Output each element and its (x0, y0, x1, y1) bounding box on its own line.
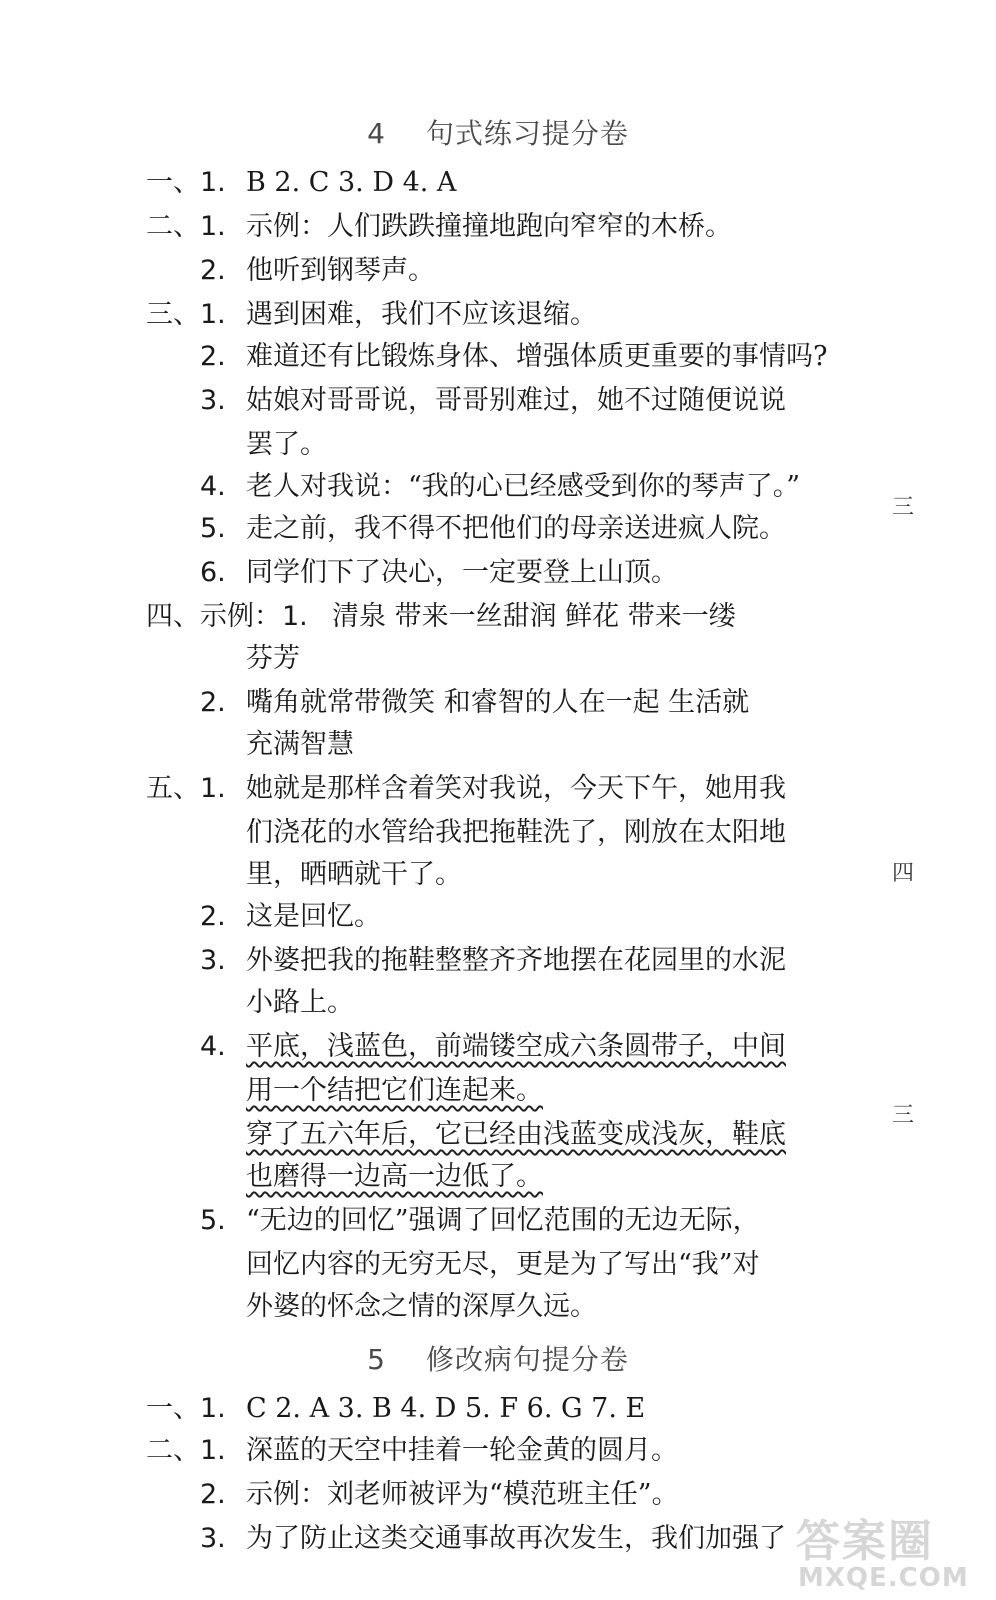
watermark-bottom: MXQE.COM (798, 1563, 969, 1593)
section-5-title: 5 修改病句提分卷 (367, 1343, 629, 1376)
watermark-top: 答案圈 (796, 1516, 934, 1567)
margin-mark: 四 (892, 861, 915, 886)
answer-page: 4 句式练习提分卷 一、 1. B 2. C 3. D 4. A 二、 1. 示例：人们跌跌撞撞地跑向窄窄的木桥。 2. 他听到钢琴声。 三、 1. 遇到困难，我们不应该退缩。 2. 难道还有比锻炼身体、增强体质更重要的事情吗? 3. 姑娘对哥哥说，哥哥别难过，她不过随便说说 罢了。 4. 老人对我说：“我的心已经感受到你的琴声了。” 5. 走之前，我不得不把他们的母亲送进疯人院。 6. 同学们下了决心，一定要登上山顶。 四、 示例： 1. 清泉 带来一丝甜润 鲜花 带来一缕 芬芳 2. 嘴角就常带微笑 和睿智的人在一起 生活就 充满智慧 五、 1. 她就是那样含着笑对我说，今天下午，她用我 们浇花的水管给我把拖鞋洗了，刚放在太阳地 里，晒晒就干了。 2. 这是回忆。 3. 外婆把我的拖鞋整整齐齐地摆在花园里的水泥 小路上。 4. 平底，浅蓝色，前端镂空成六条圆带子，中间 用一个结把它们连起来。 穿了五六年后，它已经由浅蓝变成浅灰，鞋底 也磨得一边高一边低了。 5. “无边的回忆”强调了回忆范围的无边无际， 回忆内容的无穷无尽，更是为了写出“我”对 外婆的怀念之情的深厚久远。 5 修改病句提分卷 一、 1. C 2. A 3. B 4. D 5. F 6. G 7. E 二、 1. 深蓝的天空中挂着一轮金黄的圆月。 2. 示例：刘老师被评为“模范班主任”。 3. 为了防止这类交通事故再次发生，我们加强了 三 四 三 答案圈 MXQE.COM (0, 0, 996, 1600)
watermark (790, 1505, 990, 1600)
margin-mark: 三 (892, 495, 915, 520)
margin-mark: 三 (892, 1103, 915, 1128)
section-4-title: 4 句式练习提分卷 (367, 117, 629, 150)
